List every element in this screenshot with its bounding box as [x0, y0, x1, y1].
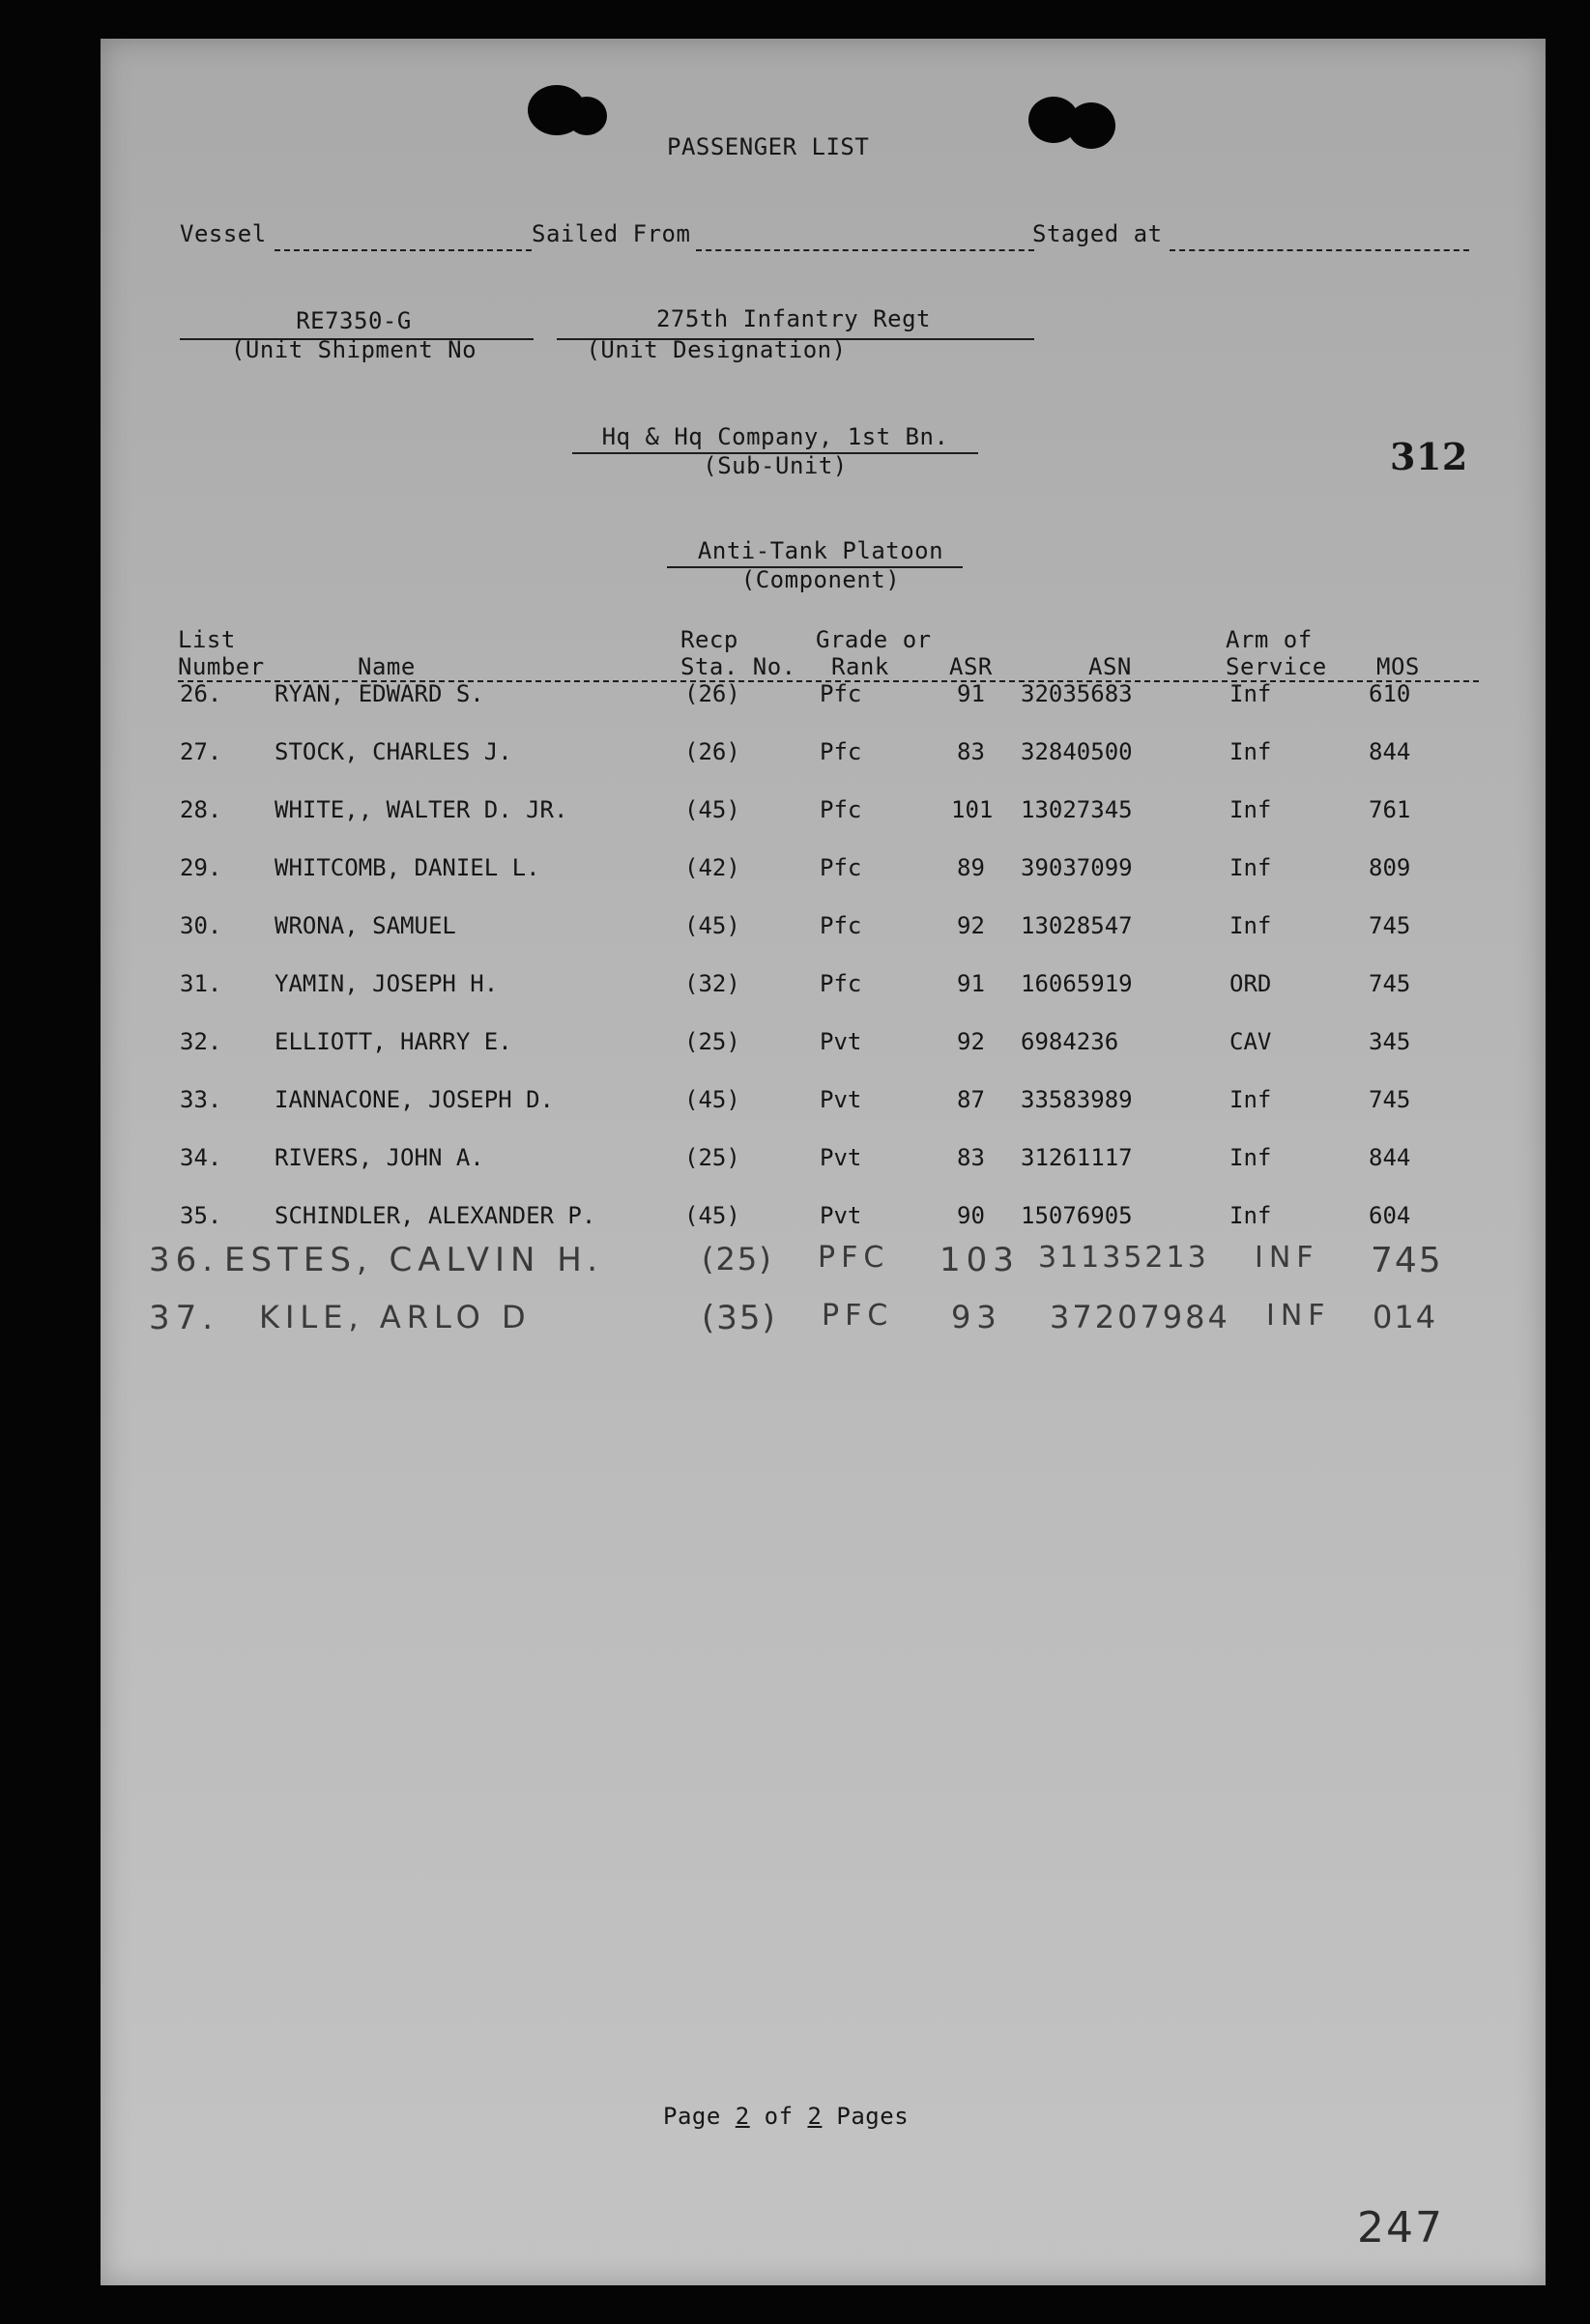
footer-of: of [749, 2103, 808, 2130]
page-title: PASSENGER LIST [667, 133, 870, 160]
row-arm: Inf [1229, 1144, 1272, 1171]
row-number: 29. [180, 854, 222, 881]
hw-arm: INF [1255, 1241, 1319, 1275]
row-arm: Inf [1229, 1086, 1272, 1113]
col-asr: ASR [949, 653, 993, 680]
row-number: 33. [180, 1086, 222, 1113]
col-name: Name [358, 653, 416, 680]
stamp-number: 312 [1390, 435, 1468, 478]
hw-number: 36. [149, 1241, 219, 1279]
row-asn: 39037099 [1021, 854, 1133, 881]
col-recp-2: Sta. No. [680, 653, 796, 680]
sub-unit-label-block [572, 452, 978, 479]
row-grade: Pfc [820, 796, 862, 823]
sailed-from-label: Sailed From [532, 220, 691, 247]
col-arm-2: Service [1226, 653, 1327, 680]
col-list-number-2: Number [178, 653, 265, 680]
sub-unit-label: (Sub-Unit) [703, 452, 848, 479]
row-grade: Pfc [820, 854, 862, 881]
row-arm: Inf [1229, 738, 1272, 765]
staged-at-line [1170, 249, 1469, 251]
punch-hole-left-b [566, 97, 607, 135]
row-sta: (45) [684, 796, 740, 823]
table-row [178, 796, 1479, 835]
passenger-table [178, 680, 1479, 1299]
col-arm-1: Arm of [1226, 626, 1313, 653]
component-block [661, 537, 980, 564]
table-row [178, 1028, 1479, 1067]
row-arm: Inf [1229, 680, 1272, 707]
col-grade-1: Grade or [816, 626, 932, 653]
row-number: 35. [180, 1202, 222, 1229]
row-arm: CAV [1229, 1028, 1272, 1055]
sailed-from-line [696, 249, 1034, 251]
row-name: WHITE,, WALTER D. JR. [275, 796, 568, 823]
table-row [178, 680, 1479, 719]
hw-arm: INF [1266, 1299, 1331, 1333]
unit-shipment-label-block [180, 336, 528, 363]
vessel-label: Vessel [180, 220, 267, 247]
row-asr: 92 [957, 1028, 985, 1055]
row-asn: 15076905 [1021, 1202, 1133, 1229]
handwritten-page-number: 247 [1357, 2203, 1444, 2252]
row-number: 32. [180, 1028, 222, 1055]
row-arm: Inf [1229, 912, 1272, 939]
vessel-line [275, 249, 532, 251]
row-sta: (42) [684, 854, 740, 881]
sub-unit-value: Hq & Hq Company, 1st Bn. [601, 423, 949, 450]
row-grade: Pvt [820, 1086, 862, 1113]
row-asr: 91 [957, 970, 985, 997]
table-row [178, 912, 1479, 951]
row-grade: Pfc [820, 738, 862, 765]
row-asr: 91 [957, 680, 985, 707]
unit-designation-label: (Unit Designation) [586, 336, 847, 363]
row-mos: 745 [1369, 1086, 1411, 1113]
row-grade: Pfc [820, 912, 862, 939]
row-asr: 89 [957, 854, 985, 881]
col-grade-2: Rank [831, 653, 889, 680]
hw-name: KILE, ARLO D [259, 1299, 532, 1335]
row-arm: Inf [1229, 854, 1272, 881]
row-asr: 83 [957, 738, 985, 765]
table-row [178, 854, 1479, 893]
row-mos: 761 [1369, 796, 1411, 823]
hw-asn: 37207984 [1050, 1299, 1230, 1335]
component-value: Anti-Tank Platoon [697, 537, 944, 564]
handwritten-entries [149, 1241, 1502, 1366]
punch-hole-right-b [1067, 102, 1115, 149]
hw-grade: PFC [818, 1241, 890, 1275]
table-row [178, 1144, 1479, 1183]
handwritten-row [149, 1299, 1502, 1347]
hw-sta: (35) [702, 1299, 777, 1337]
hw-asr: 93 [951, 1299, 1002, 1335]
row-sta: (45) [684, 1202, 740, 1229]
col-recp-1: Recp [680, 626, 738, 653]
row-sta: (32) [684, 970, 740, 997]
unit-shipment-value: RE7350-G [296, 307, 412, 334]
row-arm: Inf [1229, 1202, 1272, 1229]
table-row [178, 738, 1479, 777]
row-sta: (26) [684, 680, 740, 707]
row-name: RIVERS, JOHN A. [275, 1144, 484, 1171]
row-number: 27. [180, 738, 222, 765]
row-asn: 16065919 [1021, 970, 1133, 997]
page-footer [663, 2103, 909, 2130]
row-asn: 32035683 [1021, 680, 1133, 707]
footer-total: 2 [807, 2103, 823, 2130]
row-mos: 745 [1369, 970, 1411, 997]
handwritten-row [149, 1241, 1502, 1289]
row-arm: Inf [1229, 796, 1272, 823]
row-asr: 101 [951, 796, 994, 823]
row-asn: 13028547 [1021, 912, 1133, 939]
row-mos: 345 [1369, 1028, 1411, 1055]
row-name: STOCK, CHARLES J. [275, 738, 512, 765]
unit-designation-block [557, 305, 1030, 332]
hw-number: 37. [149, 1299, 219, 1337]
table-row [178, 1086, 1479, 1125]
hw-asr: 103 [940, 1241, 1020, 1279]
footer-suffix: Pages [822, 2103, 910, 2130]
row-asr: 83 [957, 1144, 985, 1171]
table-row [178, 970, 1479, 1009]
row-name: SCHINDLER, ALEXANDER P. [275, 1202, 596, 1229]
row-grade: Pfc [820, 680, 862, 707]
row-grade: Pvt [820, 1144, 862, 1171]
row-mos: 809 [1369, 854, 1411, 881]
row-asn: 6984236 [1021, 1028, 1119, 1055]
hw-name: ESTES, CALVIN H. [224, 1241, 604, 1279]
col-list-number-1: List [178, 626, 236, 653]
unit-shipment-label: (Unit Shipment No [230, 336, 477, 363]
col-asn: ASN [1088, 653, 1132, 680]
row-number: 31. [180, 970, 222, 997]
unit-designation-value: 275th Infantry Regt [655, 305, 932, 332]
row-name: IANNACONE, JOSEPH D. [275, 1086, 554, 1113]
row-mos: 745 [1369, 912, 1411, 939]
hw-mos: 014 [1373, 1299, 1438, 1335]
row-number: 28. [180, 796, 222, 823]
row-asn: 33583989 [1021, 1086, 1133, 1113]
row-sta: (45) [684, 1086, 740, 1113]
row-name: YAMIN, JOSEPH H. [275, 970, 499, 997]
hw-mos: 745 [1371, 1241, 1443, 1280]
hw-grade: PFC [822, 1299, 894, 1333]
row-name: WRONA, SAMUEL [275, 912, 456, 939]
row-mos: 604 [1369, 1202, 1411, 1229]
row-mos: 844 [1369, 738, 1411, 765]
row-number: 30. [180, 912, 222, 939]
unit-shipment-block [180, 307, 528, 334]
row-asn: 13027345 [1021, 796, 1133, 823]
staged-at-label: Staged at [1032, 220, 1163, 247]
row-sta: (26) [684, 738, 740, 765]
row-sta: (25) [684, 1144, 740, 1171]
row-name: WHITCOMB, DANIEL L. [275, 854, 540, 881]
unit-designation-label-block [557, 336, 876, 363]
row-asn: 31261117 [1021, 1144, 1133, 1171]
component-label-block [661, 566, 980, 593]
row-sta: (45) [684, 912, 740, 939]
row-sta: (25) [684, 1028, 740, 1055]
hw-sta: (25) [702, 1241, 773, 1277]
row-grade: Pvt [820, 1028, 862, 1055]
col-mos: MOS [1376, 653, 1420, 680]
row-asr: 90 [957, 1202, 985, 1229]
row-asr: 92 [957, 912, 985, 939]
row-number: 34. [180, 1144, 222, 1171]
row-mos: 610 [1369, 680, 1411, 707]
footer-prefix: Page [663, 2103, 736, 2130]
row-grade: Pfc [820, 970, 862, 997]
document-page [101, 39, 1546, 2285]
row-number: 26. [180, 680, 222, 707]
footer-page: 2 [735, 2103, 750, 2130]
sub-unit-block [572, 423, 978, 450]
row-mos: 844 [1369, 1144, 1411, 1171]
row-asr: 87 [957, 1086, 985, 1113]
component-label: (Component) [740, 566, 901, 593]
row-name: ELLIOTT, HARRY E. [275, 1028, 512, 1055]
row-arm: ORD [1229, 970, 1272, 997]
row-name: RYAN, EDWARD S. [275, 680, 484, 707]
row-grade: Pvt [820, 1202, 862, 1229]
table-row [178, 1202, 1479, 1241]
row-asn: 32840500 [1021, 738, 1133, 765]
hw-asn: 31135213 [1038, 1241, 1209, 1275]
